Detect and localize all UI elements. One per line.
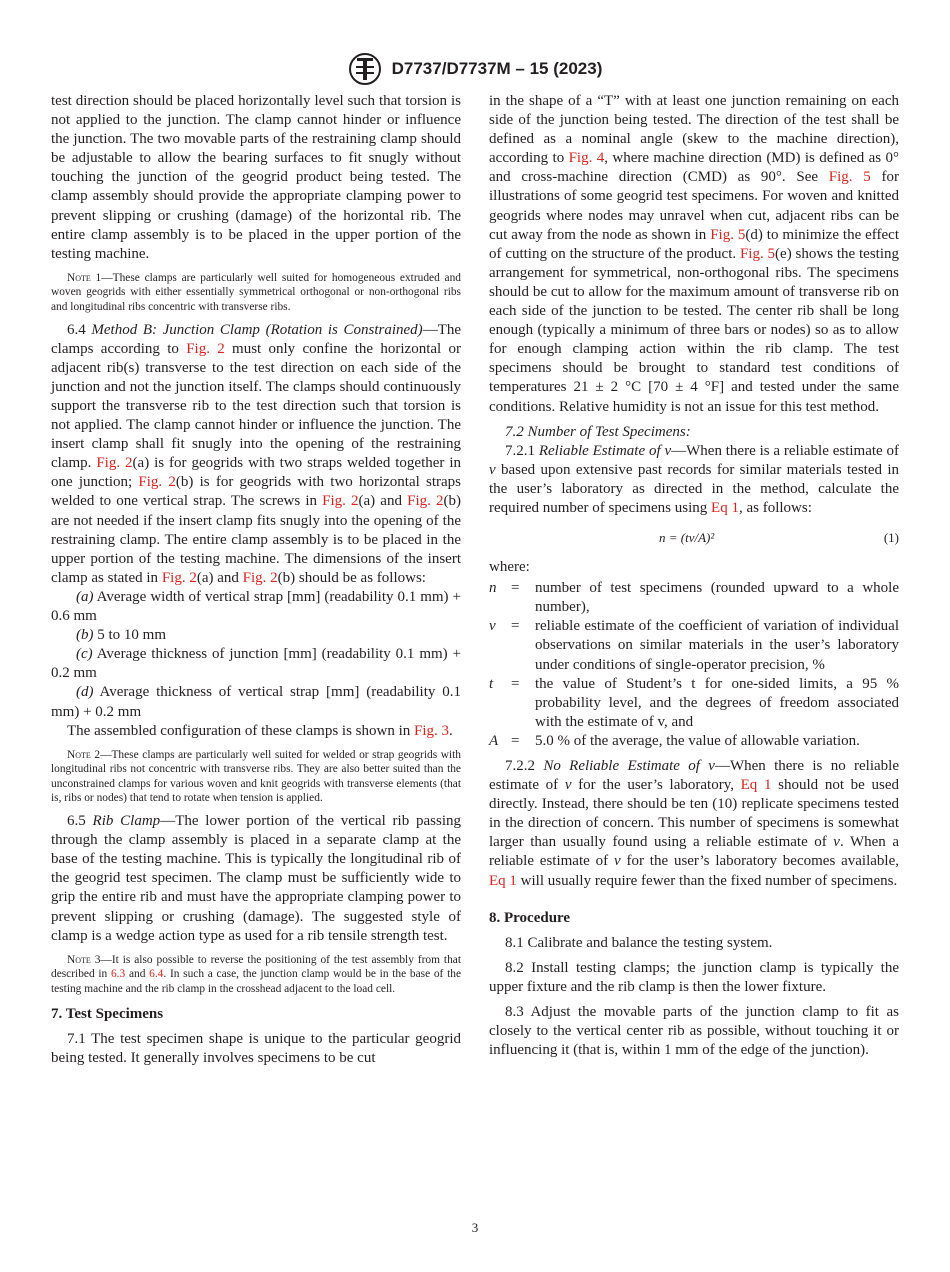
fig-5-link[interactable]: Fig. 5 <box>739 245 776 262</box>
list-item: (a) Average width of vertical strap [mm] (readability 0.1 mm) + 0.6 mm <box>51 588 461 625</box>
fig-5-link[interactable]: Fig. 5 <box>710 226 746 243</box>
standard-designation: D7737/D7737M – 15 (2023) <box>391 59 603 78</box>
ref-6-4-link[interactable]: 6.4 <box>149 968 164 981</box>
section-7-heading: 7. Test Specimens <box>51 1005 164 1022</box>
fig-4-link[interactable]: Fig. 4 <box>568 150 605 167</box>
list-item: (b) 5 to 10 mm <box>76 627 167 644</box>
fig-2-link[interactable]: Fig. 2 <box>407 493 444 510</box>
section-8-3: 8.3 Adjust the movable parts of the junction clamp to fit as closely to the vertical center rib as possible, without touching it or influencing it (that is, within 1 mm of the edge of the junction). <box>489 1004 899 1059</box>
eq-1-link[interactable]: Eq 1 <box>711 499 739 516</box>
definition-row: A = 5.0 % of the average, the value of allowable variation. <box>489 732 860 749</box>
ref-6-3-link[interactable]: 6.3 <box>110 968 126 981</box>
formula: n = (tv/A)² <box>659 530 715 546</box>
left-column <box>51 92 461 1068</box>
fig-3-link[interactable]: Fig. 3 <box>414 722 450 739</box>
page-number: 3 <box>471 1220 479 1235</box>
page-header <box>0 52 950 86</box>
astm-logo-icon <box>348 52 382 86</box>
definition-row: n = number of test specimens (rounded upward to a whole number), <box>489 580 899 616</box>
fig-2-link[interactable]: Fig. 2 <box>161 569 197 586</box>
note-1: Note 1—These clamps are particularly well suited for homogeneous extruded and woven geogrids with either essentially symmetrical orthogonal or non-orthogonal ribs and longitudinal ribs concentric with transverse ribs. <box>51 271 461 314</box>
equation-number: (1) <box>883 530 899 546</box>
paragraph: in the shape of a “T” with at least one junction remaining on each side of the junction being tested. The direction of the test shall be defined as a nominal angle (skew to the machine direction), according to Fig. 4, where machine direction (MD) is defined as 0° and cross-machine direction (CMD) as 90°. See Fig. 5 for illustrations of some geogrid test specimens. For woven and knitted geogrids where nodes may unravel when cut, adjacent ribs can be cut away from the node as shown in Fig. 5(d) to minimize the effect of cutting on the structure of the product. Fig. 5(e) shows the testing arrangement for symmetrical, non-orthogonal ribs. The specimens should be cut to allow for the maximum amount of transverse rib on each side of the junction to be tested. The center rib shall be long enough (typically a minimum of three bars or nodes) so as to allow for enough clamping action within the rib clamp. The test specimens should be brought to standard test conditions of temperatures 21 ± 2 °C [70 ± 4 °F] and tested under the same conditions. Relative humidity is not an issue for this test method. <box>489 93 900 415</box>
section-7-2-1: 7.2.1 Reliable Estimate of v—When there is a reliable estimate of v based upon extensive past records for similar materials tested in the user’s laboratory as directed in the method, calculate the required number of specimens using Eq 1, as follows: <box>489 442 899 516</box>
section-8-2: 8.2 Install testing clamps; the junction clamp is typically the upper fixture and the rib clamp is then the lower fixture. <box>489 959 899 995</box>
fig-2-link[interactable]: Fig. 2 <box>138 474 176 491</box>
section-7-2: 7.2 Number of Test Specimens: <box>505 423 691 440</box>
fig-2-link[interactable]: Fig. 2 <box>96 455 133 472</box>
paragraph: The assembled configuration of these clamps is shown in Fig. 3. <box>67 722 453 739</box>
fig-2-link[interactable]: Fig. 2 <box>322 493 359 510</box>
section-6-5: 6.5 Rib Clamp—The lower portion of the vertical rib passing through the clamp assembly is placed in a separate clamp at the base of the testing machine. This is typically the longitudinal rib of the geogrid test specimen. The clamp must be sufficiently wide to grip the entire rib and must have the appropriate clamping power to prevent slipping or crushing (damage). The suggested style of clamp is a wedge action type as used for a rib tensile strength test. <box>51 813 461 944</box>
section-6-4: 6.4 Method B: Junction Clamp (Rotation is Constrained)—The clamps according to Fig. 2 must only confine the horizontal or adjacent rib(s) transverse to the test direction on each side of the junction and not the junction itself. The clamps should continuously support the transverse rib to the test direction such that torsion is not applied. The clamp cannot hinder or influence the junction. The insert clamp shall fit snugly into the opening of the restraining clamp. Fig. 2(a) is for geogrids with two straps welded together in one junction; Fig. 2(b) is for geogrids with two horizontal straps welded to one vertical strap. The screws in Fig. 2(a) and Fig. 2(b) are not needed if the insert clamp fits snugly into the opening of the restraining clamp. The entire clamp assembly is to be placed in the upper portion of the testing machine. The dimensions of the insert clamp as stated in Fig. 2(a) and Fig. 2(b) should be as follows: <box>51 321 462 586</box>
list-item: (d) Average thickness of vertical strap [mm] (readability 0.1 mm) + 0.2 mm <box>51 684 461 720</box>
note-2: Note 2—These clamps are particularly well suited for welded or strap geogrids with longitudinal ribs not concentric with transverse ribs. They are also better suited than the unconstrained clamps for various woven and knit geogrids with transverse elements (that is, ribs or nodes) that tend to rotate when tension is applied. <box>51 748 461 805</box>
definitions <box>489 579 899 751</box>
section-8-heading: 8. Procedure <box>489 909 571 926</box>
eq-1-link[interactable]: Eq 1 <box>740 777 772 794</box>
fig-5-link[interactable]: Fig. 5 <box>828 169 871 186</box>
list-item: (c) Average thickness of junction [mm] (readability 0.1 mm) + 0.2 mm <box>51 646 461 682</box>
section-7-1: 7.1 The test specimen shape is unique to the particular geogrid being tested. It generally involves specimens to be cut <box>51 1030 461 1066</box>
paragraph: test direction should be placed horizontally level such that torsion is not applied to the junction. The clamp cannot hinder or influence the junction. The two movable parts of the restraining clamp should be adjustable to allow the bearing surfaces to fit snugly without touching the junction of the geogrid product being tested. The clamp assembly should provide the appropriate clamping power to prevent slipping or crushing (damage) of the horizontal rib. The entire clamp assembly is to be placed in the upper portion of the testing machine. <box>51 93 461 262</box>
eq-1-link[interactable]: Eq 1 <box>489 872 517 889</box>
where-label: where: <box>489 559 530 576</box>
equation-1 <box>489 524 899 550</box>
definition-row: v = reliable estimate of the coefficient of variation of individual observations on similar materials in the user’s laboratory under conditions of single-operator precision, % <box>489 618 899 673</box>
definition-row: t = the value of Student’s t for one-sided limits, a 95 % probability level, and the degrees of freedom associated with the estimate of v, and <box>489 675 899 730</box>
section-8-1: 8.1 Calibrate and balance the testing system. <box>505 934 773 951</box>
note-3: Note 3—It is also possible to reverse the positioning of the test assembly from that described in 6.3 and 6.4. In such a case, the junction clamp would be in the base of the testing machine and the rib clamp in the crosshead adjacent to the load cell. <box>51 953 461 995</box>
fig-2-link[interactable]: Fig. 2 <box>186 340 225 357</box>
section-7-2-2: 7.2.2 No Reliable Estimate of v—When there is no reliable estimate of v for the user’s laboratory, Eq 1 should not be used directly. Instead, there should be ten (10) replicate specimens tested in the direction of concern. This number of specimens is somewhat larger than usually found using a reliable estimate of v. When a reliable estimate of v for the user’s laboratory becomes available, Eq 1 will usually require fewer than the fixed number of specimens. <box>489 758 899 889</box>
right-column <box>489 92 899 1060</box>
fig-2-link[interactable]: Fig. 2 <box>242 569 278 586</box>
